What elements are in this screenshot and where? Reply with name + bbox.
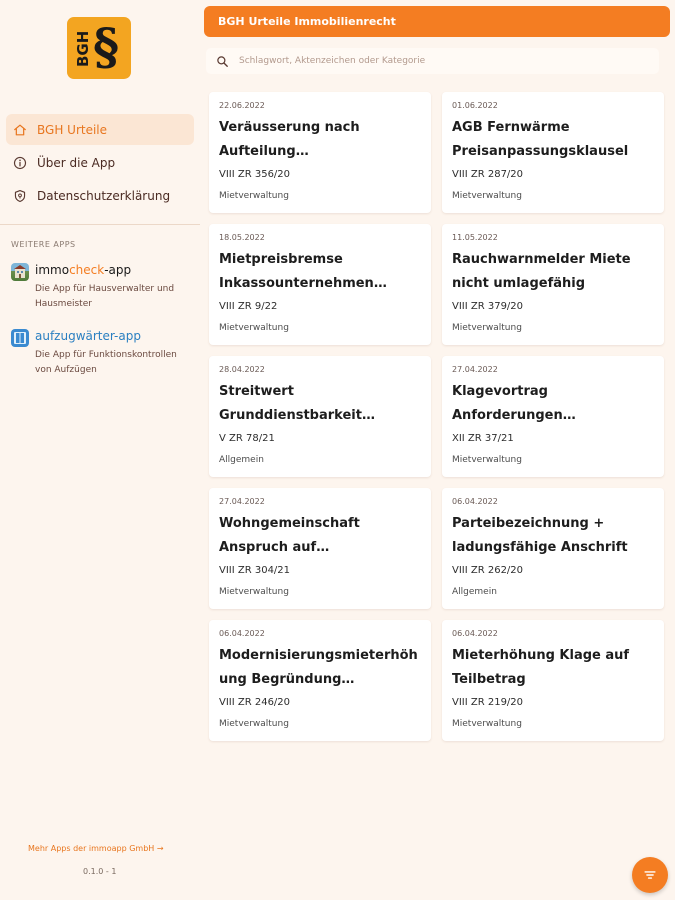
judgment-card[interactable] <box>209 224 431 345</box>
app-description: Die App für Hausverwalter und Hausmeister <box>35 284 175 309</box>
card-category: Mietverwaltung <box>452 191 522 201</box>
card-date: 28.04.2022 <box>219 365 265 374</box>
search-input[interactable] <box>239 56 639 66</box>
sidebar-item-label: Über die App <box>37 155 116 170</box>
card-date: 01.06.2022 <box>452 101 498 110</box>
search-icon <box>216 55 229 68</box>
home-icon <box>13 123 27 137</box>
card-title: Wohngemeinschaft Anspruch auf <box>219 516 360 555</box>
judgment-card[interactable] <box>442 620 664 741</box>
other-apps-heading: WEITERE APPS <box>11 240 76 249</box>
search-bar[interactable] <box>206 48 659 74</box>
card-title: AGB Fernwärme Preisanpassungsklausel <box>452 120 629 159</box>
card-title: Parteibezeichnung + ladungsfähige Anschrift <box>452 516 628 555</box>
card-date: 18.05.2022 <box>219 233 265 242</box>
filter-icon <box>643 868 657 882</box>
aufzugwaerter-app-icon <box>11 329 29 347</box>
card-title: Rauchwarnmelder Miete nicht umlagefähig <box>452 252 631 291</box>
card-category: Mietverwaltung <box>219 323 289 333</box>
card-date: 06.04.2022 <box>219 629 265 638</box>
card-title: Streitwert Grunddienstbarkeit <box>219 384 362 423</box>
bgh-logo <box>67 17 131 79</box>
judgment-card[interactable] <box>442 92 664 213</box>
card-category: Mietverwaltung <box>219 587 289 597</box>
more-apps-link[interactable]: Mehr Apps der immoapp GmbH → <box>28 844 164 853</box>
card-date: 22.06.2022 <box>219 101 265 110</box>
app-name: immocheck-app <box>35 263 132 277</box>
card-file-number: XII ZR 37/21 <box>452 433 514 444</box>
judgment-card[interactable] <box>442 224 664 345</box>
sidebar-item-datenschutz[interactable] <box>6 180 194 211</box>
shield-icon <box>13 189 27 203</box>
judgment-card[interactable] <box>209 356 431 477</box>
card-category: Mietverwaltung <box>219 719 289 729</box>
judgment-card[interactable] <box>209 92 431 213</box>
paragraph-icon: § <box>93 17 120 76</box>
judgment-card[interactable] <box>209 620 431 741</box>
card-category: Mietverwaltung <box>219 191 289 201</box>
card-file-number: VIII ZR 356/20 <box>219 169 291 180</box>
app-link-immocheck[interactable] <box>11 261 196 313</box>
card-date: 27.04.2022 <box>219 497 265 506</box>
card-file-number: VIII ZR 219/20 <box>452 697 524 708</box>
card-date: 11.05.2022 <box>452 233 498 242</box>
sidebar <box>0 0 200 900</box>
card-file-number: VIII ZR 287/20 <box>452 169 524 180</box>
immocheck-app-icon <box>11 263 29 281</box>
card-category: Mietverwaltung <box>452 719 522 729</box>
sidebar-item-label: Datenschutzerklärung <box>37 188 171 203</box>
card-file-number: VIII ZR 379/20 <box>452 301 524 312</box>
card-date: 06.04.2022 <box>452 629 498 638</box>
app-name: aufzugwärter-app <box>35 329 141 343</box>
sidebar-item-ueber-die-app[interactable] <box>6 147 194 178</box>
card-category: Mietverwaltung <box>452 323 522 333</box>
card-category: Mietverwaltung <box>452 455 522 465</box>
card-title: Veräusserung nach Aufteilung <box>219 120 360 159</box>
card-file-number: VIII ZR 246/20 <box>219 697 291 708</box>
card-category: Allgemein <box>219 455 264 465</box>
judgment-card[interactable] <box>442 488 664 609</box>
card-date: 27.04.2022 <box>452 365 498 374</box>
card-title: Modernisierungsmieterhöhung Begründung <box>219 648 418 687</box>
card-title: Klagevortrag Anforderungen <box>452 384 563 423</box>
logo-letters: BGH <box>74 30 92 68</box>
sidebar-divider <box>0 224 200 225</box>
card-title: Mieterhöhung Klage auf Teilbetrag <box>452 648 630 687</box>
app-header <box>204 6 670 37</box>
judgment-card[interactable] <box>209 488 431 609</box>
card-date: 06.04.2022 <box>452 497 498 506</box>
card-file-number: V ZR 78/21 <box>219 433 275 444</box>
page-title: BGH Urteile Immobilienrecht <box>218 15 396 28</box>
card-title: Mietpreisbremse Inkassounternehmen <box>219 252 374 291</box>
card-category: Allgemein <box>452 587 497 597</box>
card-file-number: VIII ZR 9/22 <box>219 301 278 312</box>
sidebar-nav <box>6 114 194 213</box>
app-description: Die App für Funktionskontrollen von Aufzügen <box>35 350 177 375</box>
app-link-aufzugwaerter[interactable] <box>11 327 196 379</box>
card-file-number: VIII ZR 262/20 <box>452 565 524 576</box>
info-icon <box>13 156 27 170</box>
filter-button[interactable] <box>632 857 668 893</box>
card-file-number: VIII ZR 304/21 <box>219 565 291 576</box>
app-version: 0.1.0 - 1 <box>83 867 117 876</box>
sidebar-item-bgh-urteile[interactable] <box>6 114 194 145</box>
judgment-card[interactable] <box>442 356 664 477</box>
sidebar-item-label: BGH Urteile <box>37 122 108 137</box>
